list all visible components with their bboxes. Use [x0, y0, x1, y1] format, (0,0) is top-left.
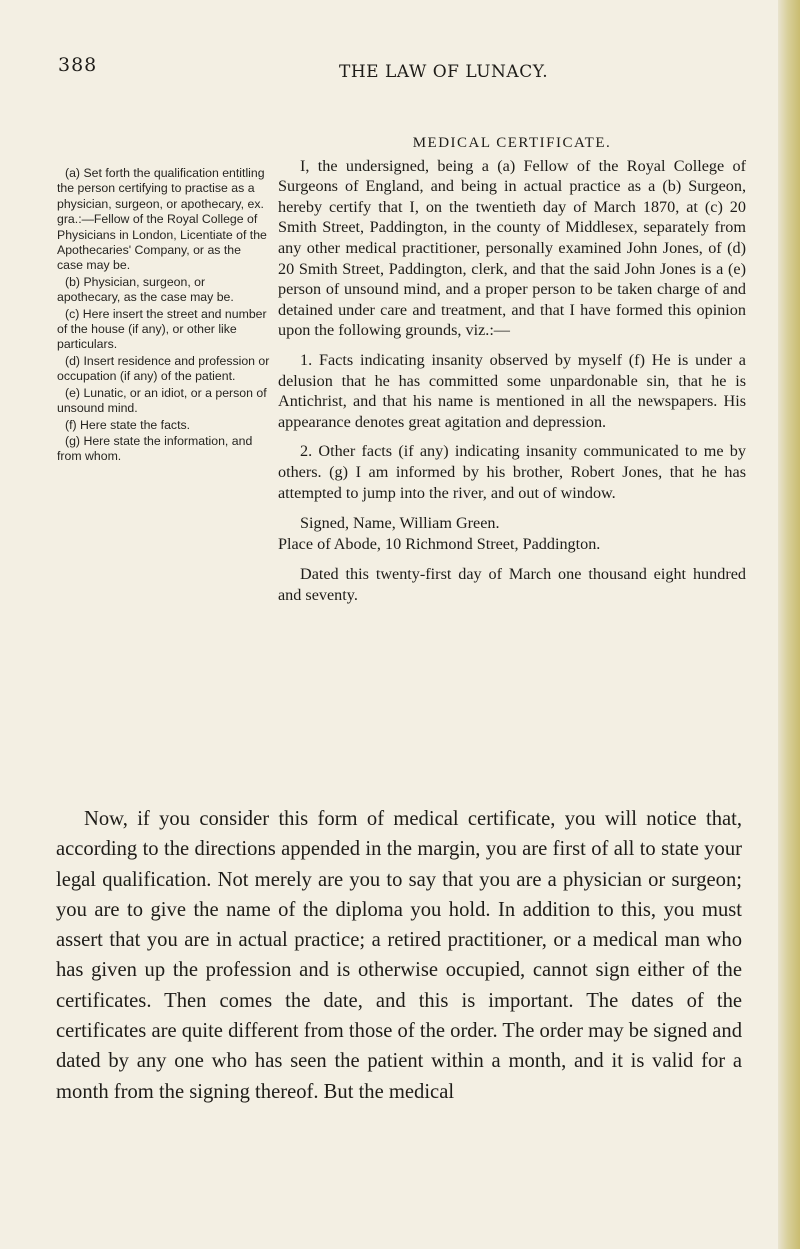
medical-certificate — [278, 133, 746, 605]
place-of-abode: Place of Abode, 10 Richmond Street, Paddington. — [278, 534, 601, 553]
body-paragraph: Now, if you consider this form of medical certificate, you will notice that, according to the directions appended in the margin, you are first of all to state your legal qualification. Not merely are you to say that you are a physician or surgeon; you are to give the name of the diploma you hold. In addition to this, you must assert that you are in actual practice; a retired practitioner, or a medical man who has given up the profession and is otherwise occupied, cannot sign either of the certificates. Then comes the date, and this is important. The dates of the certificates are quite different from those of the order. The order may be signed and dated by any one who has seen the patient within a month, and it is valid for a month from the signing thereof. But the medical — [56, 808, 742, 1103]
facts-communicated: 2. Other facts (if any) indicating insanity communicated to me by others. (g) I am informed by his brother, Robert Jones, that he has attempted to jump into the river, and out of window. — [278, 442, 746, 502]
signature-line: Signed, Name, William Green. — [300, 514, 500, 533]
certificate-declaration: I, the undersigned, being a (a) Fellow of the Royal College of Surgeons of England, and being in actual practice as a (b) Surgeon, hereby certify that I, on the twentieth day of March 1870, at (c) 20 Smith Street, Paddington, in the county of Middlesex, separately from any other medical practitioner, personally examined John Jones, of (d) 20 Smith Street, Paddington, clerk, and that the said John Jones is a (e) person of unsound mind, and a proper person to be taken charge of and detained under care and treatment, and that I have formed this opinion upon the following grounds, viz.:— — [278, 156, 746, 340]
running-head: THE LAW OF LUNACY. — [339, 62, 549, 82]
margin-note-f: (f) Here state the facts. — [65, 417, 191, 432]
margin-note-g: (g) Here state the information, and from whom. — [57, 433, 253, 464]
margin-note-d: (d) Insert residence and profession or occupation (if any) of the patient. — [57, 353, 270, 384]
margin-note-c: (c) Here insert the street and number of the house (if any), or other like particulars. — [57, 306, 267, 352]
facts-observed: 1. Facts indicating insanity observed by myself (f) He is under a delusion that he has committed some unpardonable sin, that he is Antichrist, and that his name is mentioned in all the newspapers. His appearance denotes great agitation and depression. — [278, 350, 746, 431]
body-text — [56, 804, 742, 1107]
margin-note-b: (b) Physician, surgeon, or apothecary, as the case may be. — [57, 274, 234, 305]
margin-note-e: (e) Lunatic, or an idiot, or a person of unsound mind. — [57, 385, 267, 416]
page-number: 388 — [58, 54, 98, 76]
certificate-heading: MEDICAL CERTIFICATE. — [412, 135, 612, 151]
margin-notes — [57, 166, 270, 465]
page-edge — [778, 0, 800, 1249]
date-line: Dated this twenty-first day of March one thousand eight hundred and seventy. — [278, 565, 746, 604]
margin-note-a: (a) Set forth the qualification entitling the person certifying to practise as a physician, surgeon, or apothecary, ex. gra.:—Fellow of the Royal College of Physicians in London, Licentiate of the Apothecaries' Company, or as the case may be. — [57, 166, 267, 273]
